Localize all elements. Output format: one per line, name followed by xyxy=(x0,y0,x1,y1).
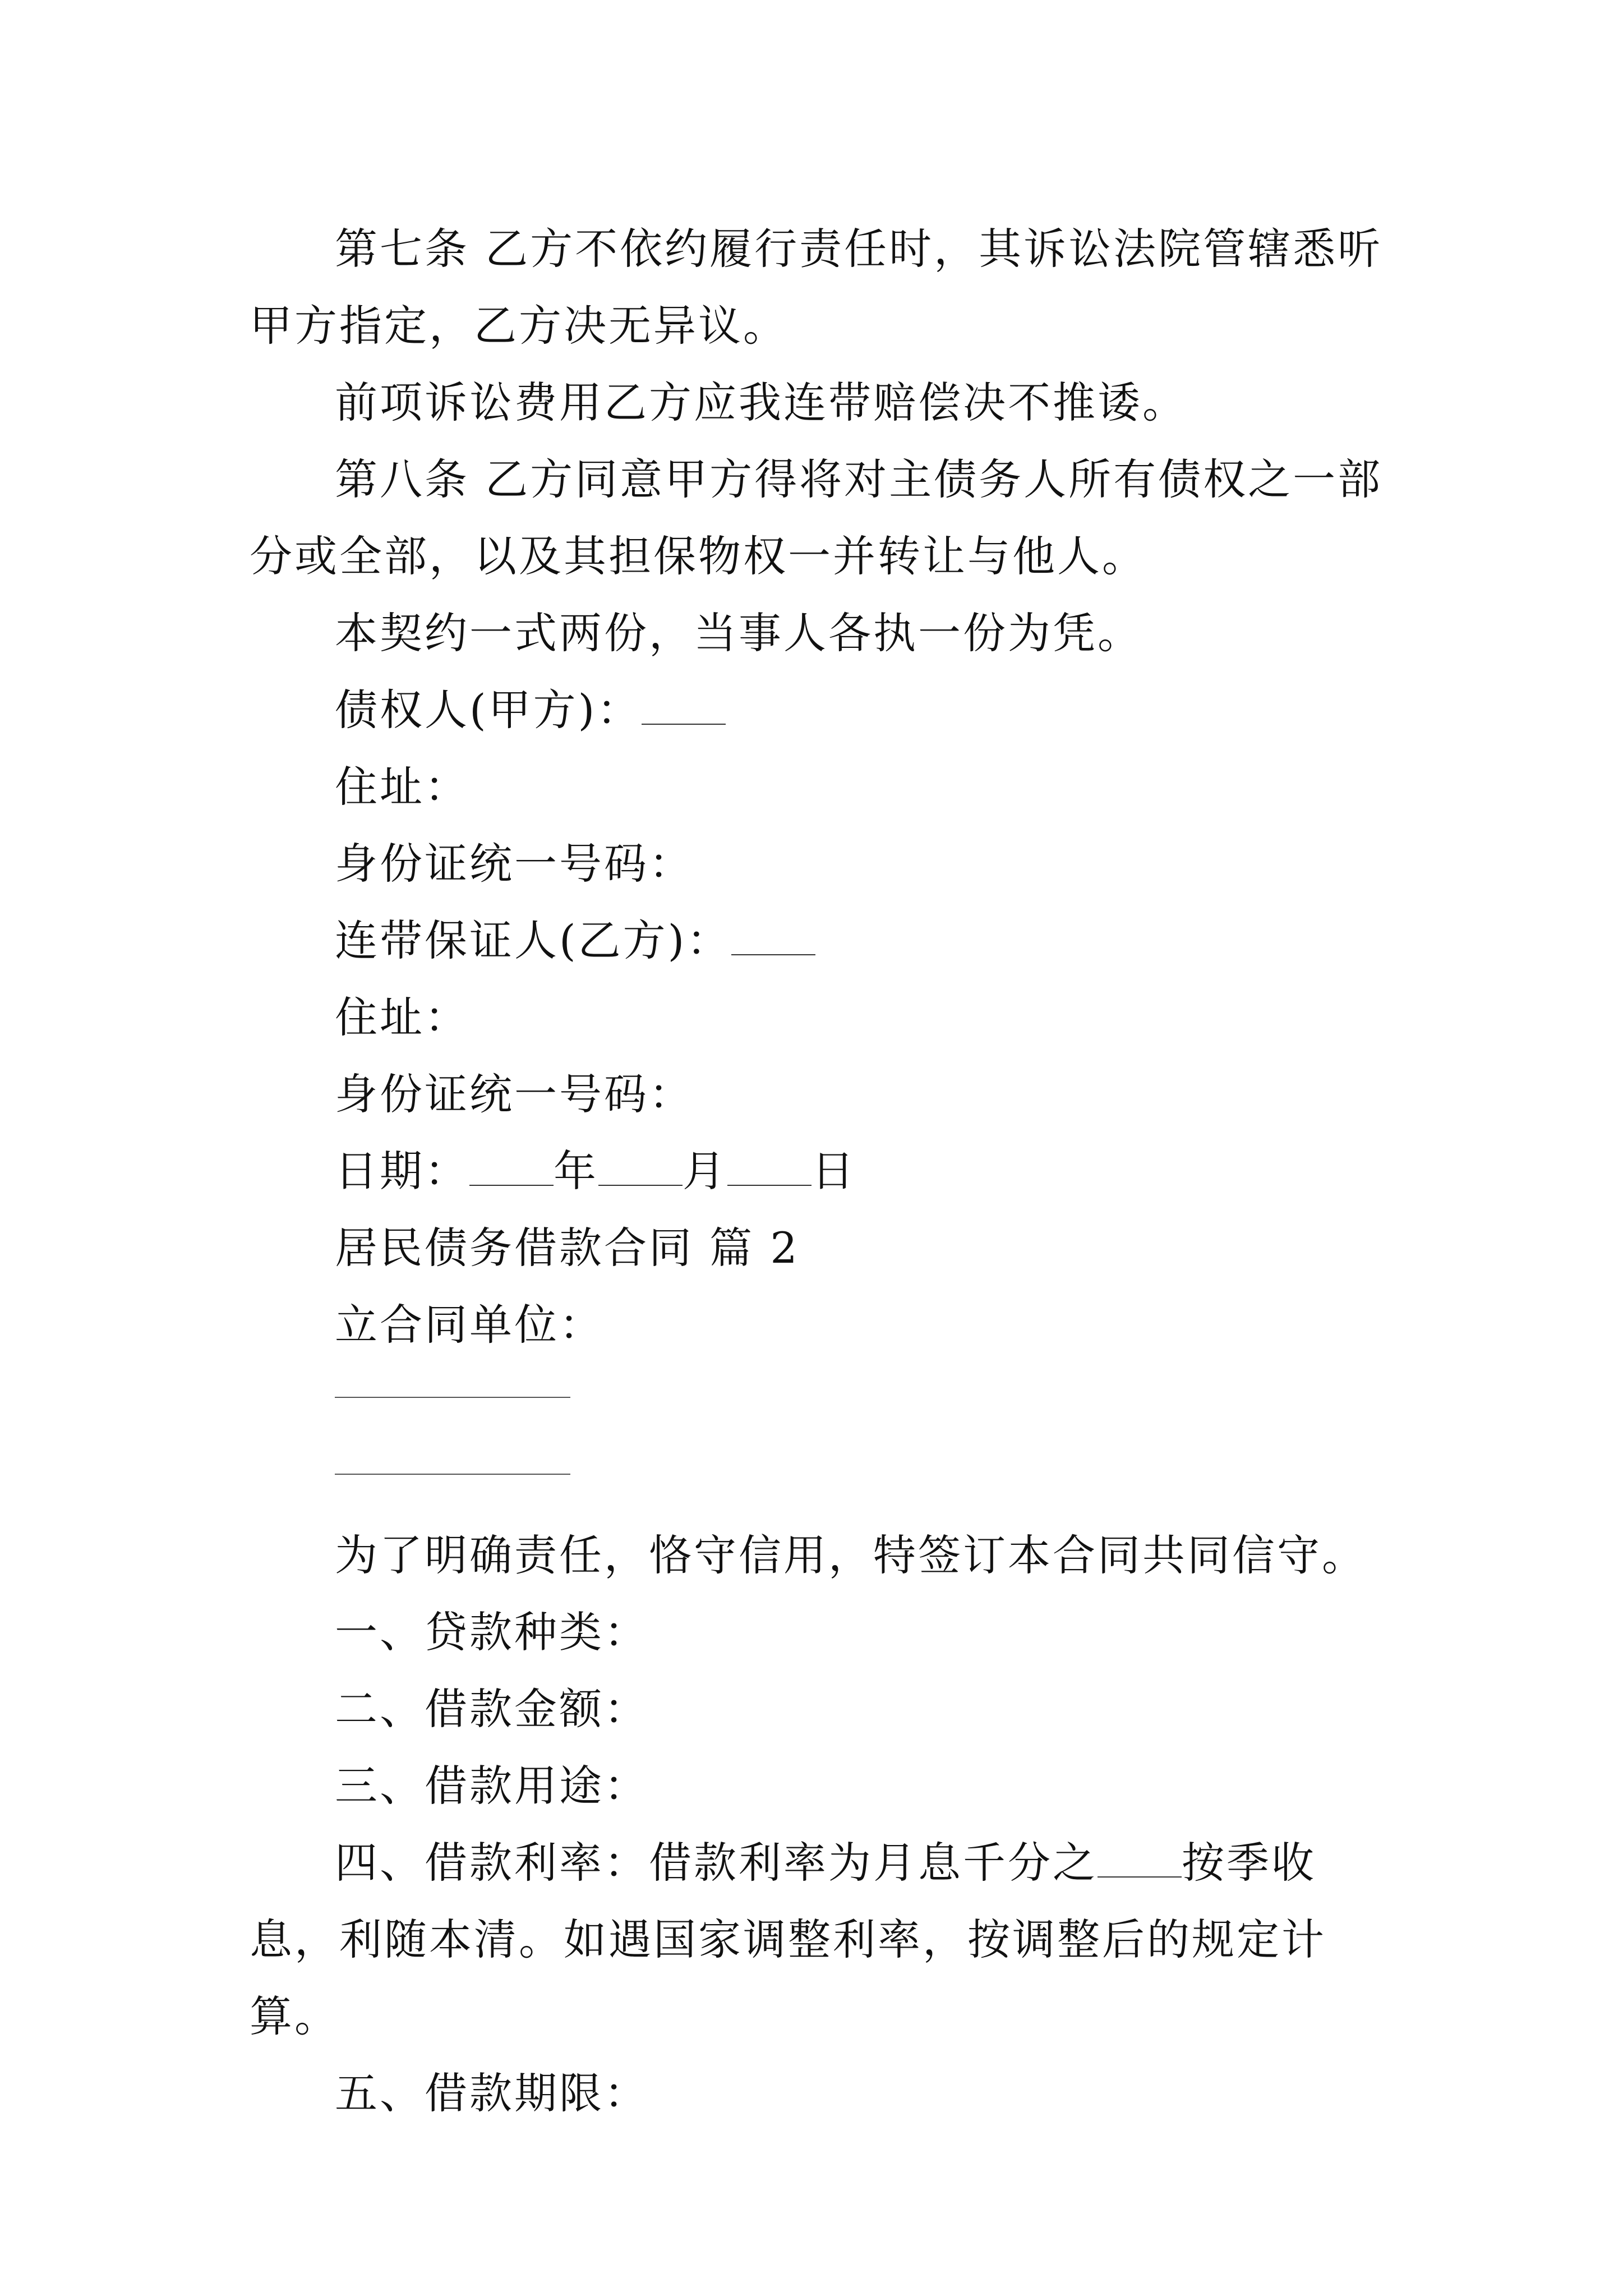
interest-rate-text-cont: 按季收息，利随本清。如遇国家调整利率，按调整后的规定计算。 xyxy=(250,1838,1326,2041)
document-body xyxy=(250,210,1388,2132)
creditor-id-label: 身份证统一号码： xyxy=(335,839,694,889)
item-loan-type: 一、贷款种类： xyxy=(335,1607,649,1657)
guarantor-id-label: 身份证统一号码： xyxy=(335,1069,694,1119)
contract-unit-label: 立合同单位： xyxy=(335,1300,604,1350)
year-label: 年 xyxy=(554,1146,598,1196)
day-blank xyxy=(727,1144,811,1186)
guarantor-line xyxy=(250,902,1388,979)
unit-signature-line-1 xyxy=(250,1363,1388,1440)
month-label: 月 xyxy=(683,1146,727,1196)
copies-paragraph: 本契约一式两份，当事人各执一份为凭。 xyxy=(335,608,1142,658)
article-8-paragraph: 第八条 乙方同意甲方得将对主债务人所有债权之一部分或全部，以及其担保物权一并转让与他人。 xyxy=(250,454,1383,581)
guarantor-address-label: 住址： xyxy=(335,992,469,1042)
creditor-blank xyxy=(642,683,726,725)
date-label: 日期： xyxy=(335,1146,469,1196)
guarantor-label: 连带保证人(乙方)： xyxy=(335,915,732,965)
guarantor-blank xyxy=(731,914,815,955)
interest-rate-text: 四、借款利率：借款利率为月息千分之 xyxy=(335,1838,1098,1888)
month-blank xyxy=(598,1144,683,1186)
purpose-paragraph: 为了明确责任，恪守信用，特签订本合同共同信守。 xyxy=(335,1530,1367,1580)
item-loan-amount: 二、借款金额： xyxy=(335,1684,649,1734)
creditor-line xyxy=(250,671,1388,748)
item-loan-term: 五、借款期限： xyxy=(335,2068,649,2118)
creditor-label: 债权人(甲方)： xyxy=(335,685,642,735)
date-line xyxy=(250,1133,1388,1209)
litigation-fees-paragraph: 前项诉讼费用乙方应我连带赔偿决不推诿。 xyxy=(335,378,1187,427)
unit-signature-line-2 xyxy=(250,1440,1388,1517)
item-interest-rate xyxy=(250,1824,1388,2055)
underline-rule xyxy=(335,1397,570,1398)
article-7-paragraph: 第七条 乙方不依约履行责任时，其诉讼法院管辖悉听甲方指定，乙方决无异议。 xyxy=(250,224,1383,351)
day-label: 日 xyxy=(811,1146,856,1196)
section-title: 居民债务借款合同 篇 2 xyxy=(335,1223,800,1273)
creditor-address-label: 住址： xyxy=(335,762,469,812)
interest-rate-blank xyxy=(1098,1836,1182,1878)
year-blank xyxy=(469,1144,554,1186)
item-loan-purpose: 三、借款用途： xyxy=(335,1761,649,1811)
underline-rule xyxy=(335,1474,570,1475)
